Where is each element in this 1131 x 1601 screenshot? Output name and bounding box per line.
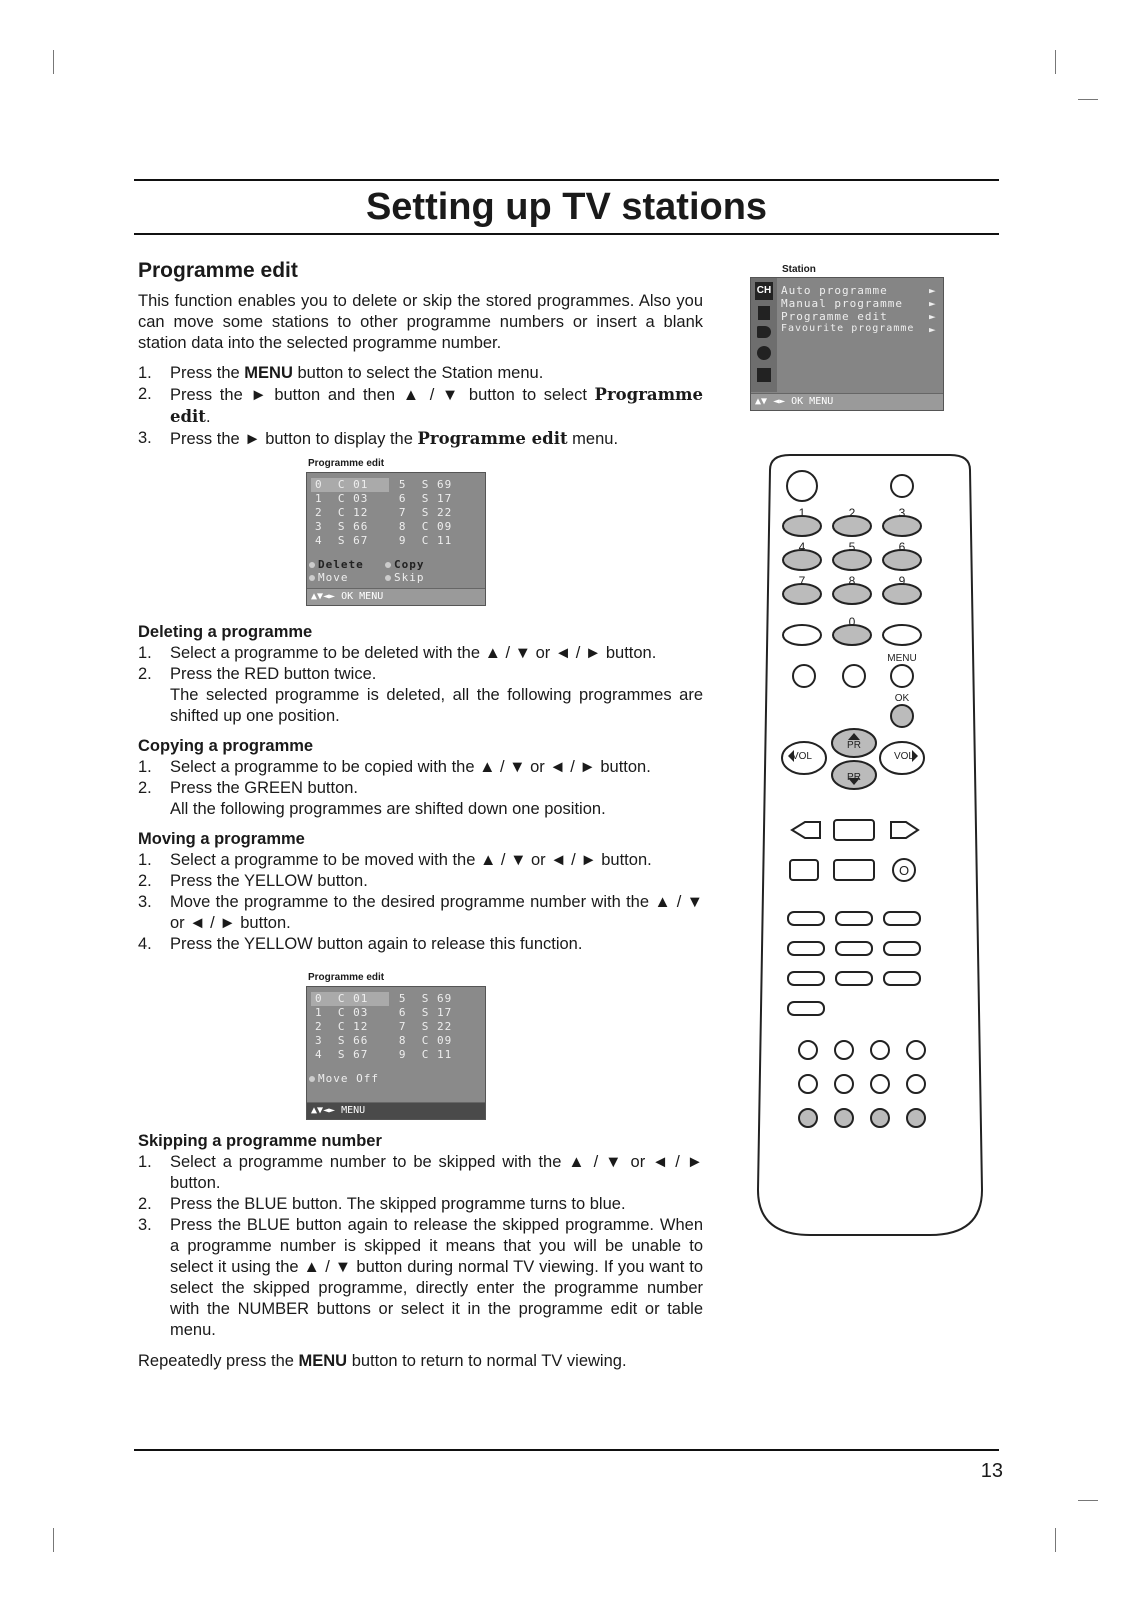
ok-button	[891, 705, 913, 727]
arrow-right-icon: ►	[929, 284, 937, 297]
top-rule	[134, 179, 999, 181]
round-button	[835, 1075, 853, 1093]
page-number: 13	[980, 1460, 1003, 1482]
digit-label: 0	[848, 615, 856, 629]
menu-item-programme-edit: Programme edit	[781, 310, 888, 323]
intro-paragraph: This function enables you to delete or skip the stored programmes. Also you can move some stations to other programme numbers or insert a blank station data into the selected programme number.	[138, 292, 703, 352]
pill-button	[788, 972, 824, 985]
osd-row: 4 S 67 9 C 11	[315, 534, 453, 547]
round-button	[799, 1109, 817, 1127]
list-item: 4. Press the YELLOW button again to release this function.	[138, 935, 583, 953]
menu-item-favourite-programme: Favourite programme	[781, 323, 915, 334]
crop-mark	[1055, 1528, 1056, 1552]
digit-label: 3	[898, 506, 906, 520]
option-move: Move	[309, 571, 349, 584]
intro-column	[138, 260, 703, 450]
pr-label: PR	[847, 740, 861, 751]
round-button	[907, 1075, 925, 1093]
osd-caption: Station	[782, 264, 816, 275]
crop-mark	[1078, 99, 1098, 100]
moving-steps	[138, 850, 703, 955]
round-button	[871, 1075, 889, 1093]
o-label: O	[898, 863, 910, 878]
blue-dot-icon	[385, 575, 391, 581]
list-item: 3. Press the ► button to display the Programme edit menu.	[138, 429, 619, 448]
pill-button	[836, 972, 872, 985]
pill-button	[836, 942, 872, 955]
digit-label: 9	[898, 574, 906, 588]
round-button	[907, 1109, 925, 1127]
bottom-rule	[134, 1449, 999, 1451]
list-item: 1. Select a programme to be deleted with the ▲ / ▼ or ◄ / ► button.	[138, 644, 657, 662]
round-button	[799, 1041, 817, 1059]
wide-button-bottom	[834, 860, 874, 880]
right-shaped-button	[891, 822, 918, 838]
digit-label: 1	[798, 506, 806, 520]
vol-label: VOL	[791, 751, 813, 762]
menu-label: MENU	[887, 653, 917, 664]
menu-button	[891, 665, 913, 687]
osd-footer: ▲▼◄► MENU	[307, 1102, 485, 1119]
digit-label: 2	[848, 506, 856, 520]
arrow-right-icon: ►	[929, 297, 937, 310]
osd-row: 4 S 67 9 C 11	[315, 1048, 453, 1061]
programme-edit-screen	[306, 472, 486, 606]
deleting-steps	[138, 643, 703, 727]
power-button	[787, 471, 817, 501]
round-button	[835, 1041, 853, 1059]
pill-button	[788, 942, 824, 955]
crop-mark	[1078, 1500, 1098, 1501]
square-button	[790, 860, 818, 880]
skipping-heading: Skipping a programme number	[138, 1132, 382, 1150]
section-heading: Programme edit	[138, 259, 298, 282]
top-right-button	[891, 475, 913, 497]
osd-footer: ▲▼◄► OK MENU	[307, 588, 485, 605]
list-item: 2. Press the RED button twice. The selected programme is deleted, all the following programmes are shifted up one position.	[138, 665, 703, 725]
copying-heading: Copying a programme	[138, 737, 314, 755]
list-item: 1. Press the MENU button to select the Station menu.	[138, 364, 544, 382]
arrow-right-icon: ►	[929, 323, 937, 336]
yellow-dot-icon	[309, 575, 315, 581]
osd-row: 2 C 12 7 S 22	[315, 506, 453, 519]
list-item: 1. Select a programme number to be skipped with the ▲ / ▼ or ◄ / ► button.	[138, 1153, 703, 1192]
ok-label: OK	[894, 693, 910, 704]
deleting-heading: Deleting a programme	[138, 623, 313, 641]
osd-caption: Programme edit	[308, 458, 385, 469]
skipping-steps	[138, 1152, 703, 1341]
page-title: Setting up TV stations	[365, 186, 768, 228]
list-item: 2. Press the ► button and then ▲ / ▼ button to select Programme edit.	[138, 385, 703, 426]
list-item: 3. Press the BLUE button again to release the skipped programme. When a programme number is skipped it means that you will be unable to select it using the ▲ / ▼ button during normal TV viewing. If you want to select the skipped programme, directly enter the programme number with the NUMBER buttons or select it in the programme edit or table menu.	[138, 1216, 703, 1339]
round-button	[799, 1075, 817, 1093]
pill-button	[788, 1002, 824, 1015]
copying-steps	[138, 757, 703, 820]
pr-label: PR	[847, 772, 861, 783]
pill-button	[788, 912, 824, 925]
osd-row: 1 C 03 6 S 17	[315, 492, 453, 505]
picture-icon	[758, 306, 770, 320]
pill-button	[884, 912, 920, 925]
crop-mark	[53, 50, 54, 74]
menu-item-auto-programme: Auto programme	[781, 284, 888, 297]
osd-row: 1 C 03 6 S 17	[315, 1006, 453, 1019]
digit-label: 4	[798, 540, 806, 554]
round-button-mid	[843, 665, 865, 687]
list-item: 1. Select a programme to be copied with the ▲ / ▼ or ◄ / ► button.	[138, 758, 651, 776]
option-skip: Skip	[385, 571, 425, 584]
vol-label: VOL	[893, 751, 915, 762]
intro-steps	[138, 363, 703, 450]
red-dot-icon	[309, 562, 315, 568]
list-item: 3. Move the programme to the desired programme number with the ▲ / ▼ or ◄ / ► button.	[138, 893, 703, 932]
digit-label: 8	[848, 574, 856, 588]
list-item: 2. Press the BLUE button. The skipped programme turns to blue.	[138, 1195, 626, 1213]
round-button	[871, 1109, 889, 1127]
remote-control-illustration	[750, 450, 990, 1245]
osd-row: 0 C 01 5 S 69	[315, 992, 453, 1005]
round-button	[907, 1041, 925, 1059]
digit-right-blank-button	[883, 625, 921, 645]
digit-label: 7	[798, 574, 806, 588]
menu-item-manual-programme: Manual programme	[781, 297, 903, 310]
yellow-dot-icon	[309, 1076, 315, 1082]
digit-label: 5	[848, 540, 856, 554]
closing-paragraph: Repeatedly press the MENU button to return to normal TV viewing.	[138, 1352, 627, 1370]
list-item: 1. Select a programme to be moved with the ▲ / ▼ or ◄ / ► button.	[138, 851, 652, 869]
option-move-off: Move Off	[309, 1072, 379, 1085]
programme-edit-move-screen	[306, 986, 486, 1120]
instructions-column	[138, 622, 703, 955]
digit-left-blank-button	[783, 625, 821, 645]
osd-row: 2 C 12 7 S 22	[315, 1020, 453, 1033]
osd-footer: ▲▼ ◄► OK MENU	[751, 393, 943, 410]
green-dot-icon	[385, 562, 391, 568]
list-item: 2. Press the GREEN button. All the following programmes are shifted down one position.	[138, 779, 606, 818]
title-rule	[134, 233, 999, 235]
list-item: 2. Press the YELLOW button.	[138, 872, 368, 890]
round-button-left	[793, 665, 815, 687]
osd-caption: Programme edit	[308, 972, 385, 983]
osd-row: 3 S 66 8 C 09	[315, 520, 453, 533]
moving-heading: Moving a programme	[138, 830, 305, 848]
lock-icon	[757, 368, 771, 382]
clock-icon	[757, 346, 771, 360]
pill-button	[884, 972, 920, 985]
pill-button	[884, 942, 920, 955]
pill-button	[836, 912, 872, 925]
osd-row: 3 S 66 8 C 09	[315, 1034, 453, 1047]
option-copy: Copy	[385, 558, 425, 571]
digit-label: 6	[898, 540, 906, 554]
round-button	[835, 1109, 853, 1127]
speaker-icon	[757, 326, 771, 338]
arrow-right-icon: ►	[929, 310, 937, 323]
option-delete: Delete	[309, 558, 364, 571]
round-button	[871, 1041, 889, 1059]
left-shaped-button	[792, 822, 820, 838]
osd-row: 0 C 01 5 S 69	[315, 478, 453, 491]
skipping-column	[138, 1131, 703, 1372]
station-menu-screen	[750, 277, 944, 411]
ch-icon: CH	[755, 282, 773, 300]
crop-mark	[53, 1528, 54, 1552]
wide-button-top	[834, 820, 874, 840]
crop-mark	[1055, 50, 1056, 74]
